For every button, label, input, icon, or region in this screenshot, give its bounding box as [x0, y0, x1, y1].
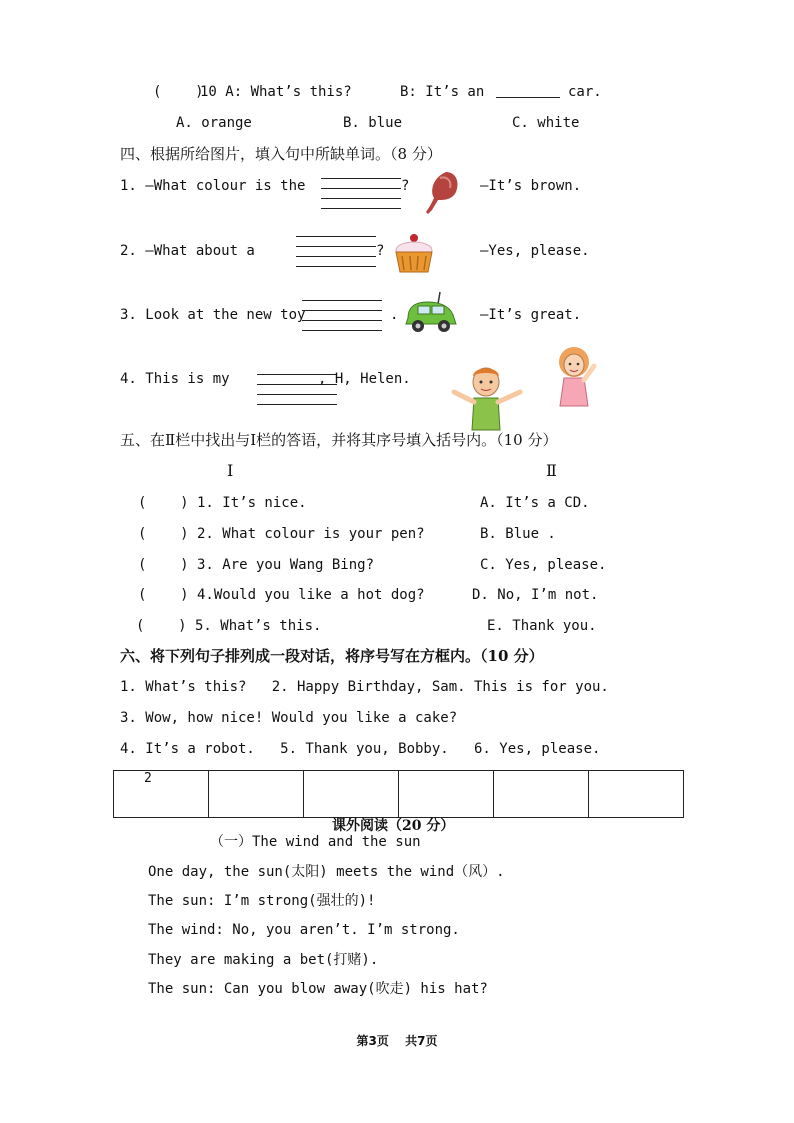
s6-line-1: 1. What’s this? 2. Happy Birthday, Sam. This is for you. — [120, 679, 609, 695]
page-footer — [0, 1032, 794, 1049]
s4-item1-answer: —It’s brown. — [480, 178, 582, 194]
col1-title: Ⅰ — [227, 461, 234, 480]
reading-line-5: The sun: Can you blow away(吹走) his hat? — [148, 981, 488, 997]
reading-heading: 课外阅读（20 分） — [332, 818, 455, 834]
s5-left-5[interactable]: ( ) 5. What’s this. — [136, 618, 322, 634]
q10-blank[interactable] — [496, 97, 560, 98]
reading-subtitle: （一）The wind and the sun — [210, 834, 421, 850]
s4-item2-line[interactable] — [296, 246, 376, 247]
answer-box-table — [113, 770, 684, 818]
q10-option-a[interactable]: A. orange — [176, 115, 252, 131]
toy-car-icon — [402, 288, 460, 336]
s4-item3-line[interactable] — [302, 300, 382, 301]
s5-left-2[interactable]: ( ) 2. What colour is your pen? — [138, 526, 425, 542]
section5-heading: 五、在Ⅱ栏中找出与Ⅰ栏的答语，并将其序号填入括号内。（10 分） — [120, 431, 558, 449]
answer-box[interactable]: 2 — [114, 771, 209, 818]
reading-line-3: The wind: No, you aren’t. I’m strong. — [148, 922, 460, 938]
answer-box[interactable] — [304, 771, 399, 818]
s5-right-d: D. No, I’m not. — [472, 587, 599, 603]
s4-item2-answer: —Yes, please. — [480, 243, 590, 259]
q10-tail: car. — [568, 84, 602, 100]
q10-b: B: It’s an — [400, 84, 485, 100]
s4-item3-answer: —It’s great. — [480, 307, 582, 323]
s4-item1-line[interactable] — [321, 188, 401, 189]
s6-line-2: 3. Wow, how nice! Would you like a cake? — [120, 710, 458, 726]
q10-stem: 10 A: What’s this? — [200, 84, 352, 100]
s4-item4-mid: , H, Helen. — [318, 371, 411, 387]
boy-icon — [446, 362, 526, 432]
s5-right-c: C. Yes, please. — [480, 557, 607, 573]
s4-item3-mid: . — [390, 307, 399, 323]
s6-line-3: 4. It’s a robot. 5. Thank you, Bobby. 6. Yes, please. — [120, 741, 601, 757]
page-number: 第3页 — [356, 1034, 389, 1048]
answer-box[interactable] — [494, 771, 589, 818]
chicken-leg-icon — [424, 170, 460, 216]
col2-title: Ⅱ — [546, 461, 557, 480]
s4-item4-line[interactable] — [257, 404, 337, 405]
section4-heading: 四、根据所给图片，填入句中所缺单词。（8 分） — [120, 145, 442, 163]
s5-left-3[interactable]: ( ) 3. Are you Wang Bing? — [138, 557, 375, 573]
girl-icon — [552, 344, 602, 410]
s4-item4-text: 4. This is my — [120, 371, 230, 387]
s5-left-1[interactable]: ( ) 1. It’s nice. — [138, 495, 307, 511]
s4-item3-line[interactable] — [302, 310, 382, 311]
s4-item2-line[interactable] — [296, 266, 376, 267]
reading-line-1: One day, the sun(太阳) meets the wind（风）. — [148, 864, 505, 880]
s4-item2-line[interactable] — [296, 256, 376, 257]
reading-line-4: They are making a bet(打赌). — [148, 952, 379, 968]
page-total: 共7页 — [405, 1034, 438, 1048]
s4-item3-line[interactable] — [302, 320, 382, 321]
reading-line-2: The sun: I’m strong(强壮的)! — [148, 893, 376, 909]
s4-item3-line[interactable] — [302, 330, 382, 331]
s4-item1-text: 1. —What colour is the — [120, 178, 306, 194]
q10-option-b[interactable]: B. blue — [343, 115, 403, 131]
s4-item2-line[interactable] — [296, 236, 376, 237]
answer-box[interactable] — [589, 771, 684, 818]
section6-heading: 六、将下列句子排列成一段对话，将序号写在方框内。（10 分） — [120, 647, 544, 665]
s5-left-4[interactable]: ( ) 4.Would you like a hot dog? — [138, 587, 425, 603]
s4-item1-line[interactable] — [321, 208, 401, 209]
s4-item4-line[interactable] — [257, 394, 337, 395]
s4-item1-mid: ? — [401, 178, 410, 194]
s5-right-a: A. It’s a CD. — [480, 495, 590, 511]
q10-paren[interactable]: ( ) — [153, 84, 204, 100]
cake-icon — [390, 230, 438, 278]
s4-item2-text: 2. —What about a — [120, 243, 255, 259]
s5-right-b: B. Blue . — [480, 526, 556, 542]
q10-option-c[interactable]: C. white — [512, 115, 580, 131]
s4-item1-line[interactable] — [321, 178, 401, 179]
s4-item2-mid: ? — [376, 243, 385, 259]
s4-item3-text: 3. Look at the new toy — [120, 307, 306, 323]
answer-box[interactable] — [399, 771, 494, 818]
answer-box[interactable] — [209, 771, 304, 818]
s4-item1-line[interactable] — [321, 198, 401, 199]
s5-right-e: E. Thank you. — [487, 618, 597, 634]
